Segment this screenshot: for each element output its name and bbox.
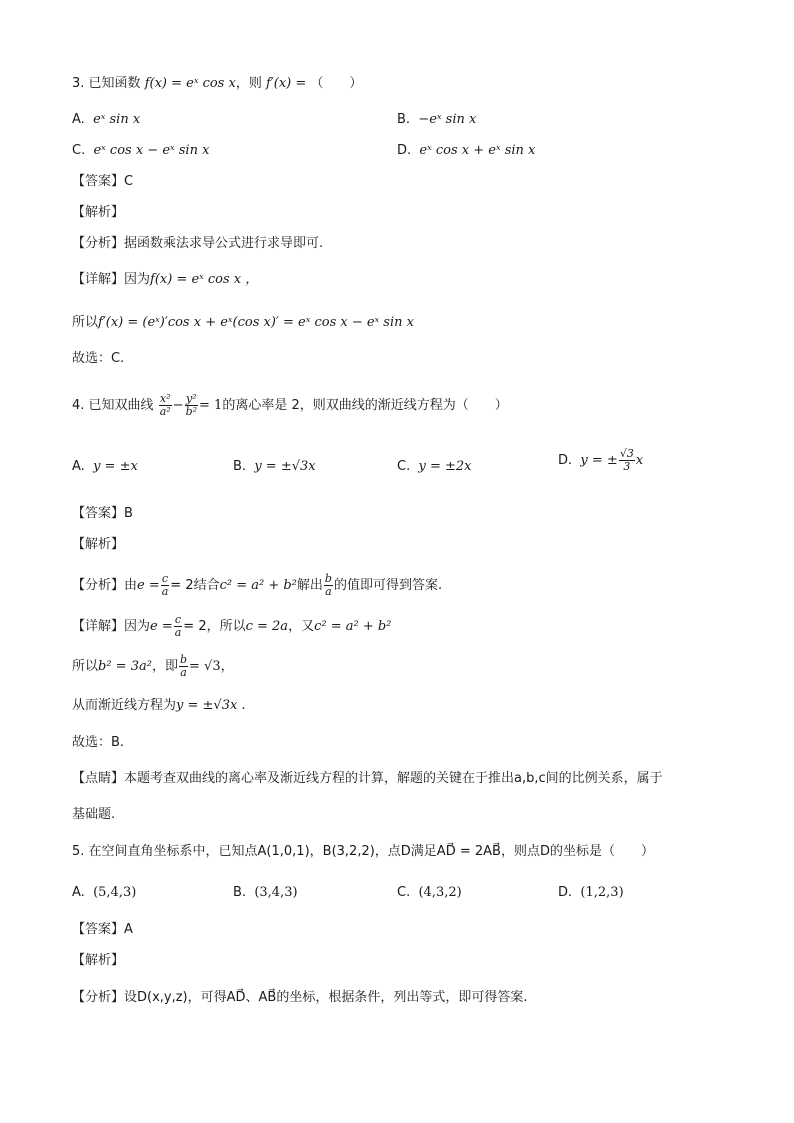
frac-den: b²: [185, 405, 198, 418]
frac-num: b: [179, 653, 188, 666]
q4-suoyi-text: 所以: [72, 659, 99, 674]
q4-guxuan: 故选：B.: [72, 735, 125, 750]
q3-stem: [72, 75, 362, 93]
q3-stem-mid: ，则: [235, 76, 262, 91]
q5-stem: 5. 在空间直角坐标系中，已知点A(1,0,1)，B(3,2,2)，点D满足AD⃗ = 2AB⃗，则点D的坐标是（ ）: [72, 844, 654, 859]
option-text: y = ±: [580, 453, 618, 468]
q3-option-a[interactable]: [72, 111, 140, 129]
q4-fenxi-post: 的值即可得到答案.: [333, 578, 443, 593]
q4-fenxi-frac2: [324, 573, 333, 598]
option-text: y = ±x: [93, 459, 138, 474]
q4-fenxi-mid2: 解出: [296, 578, 323, 593]
option-label: D.: [558, 885, 573, 900]
option-text: (4,3,2): [418, 885, 462, 900]
q4-xj-eq: c² = a² + b²: [314, 619, 392, 634]
option-text: y = ±√3x: [254, 459, 316, 474]
option-text: eˣ cos x − eˣ sin x: [93, 143, 210, 158]
q5-jiexi: 【解析】: [72, 953, 125, 968]
q4-fenxi: [72, 573, 442, 598]
option-text: x: [635, 453, 644, 468]
q5-option-c[interactable]: [397, 884, 462, 902]
q4-answer: 【答案】B: [72, 506, 133, 521]
q4-xj-mid2: ，又: [288, 619, 315, 634]
option-label: A.: [72, 459, 85, 474]
option-text: (1,2,3): [580, 885, 624, 900]
option-text: −eˣ sin x: [418, 112, 477, 127]
q3-suoyi-text: 所以: [72, 315, 99, 330]
option-label: B.: [233, 459, 247, 474]
q3-fpx: f′(x) =: [265, 76, 307, 91]
q4-xj-mid: = 2，所以: [183, 619, 246, 634]
q4-fenxi-mid: = 2结合: [170, 578, 220, 593]
q3-jiexi: 【解析】: [72, 205, 125, 220]
q5-option-a[interactable]: [72, 884, 136, 902]
q3-fenxi: 【分析】据函数乘法求导公式进行求导即可.: [72, 236, 324, 251]
q3-option-c[interactable]: [72, 142, 209, 160]
frac-num: y²: [185, 392, 197, 405]
option-text: (5,4,3): [93, 885, 137, 900]
q3-suoyi: [72, 314, 414, 332]
q4-suoyi-b: b² = 3a²: [98, 659, 152, 674]
option-label: B.: [233, 885, 247, 900]
q3-fx: f(x) = eˣ cos x: [144, 76, 236, 91]
q4-dianjing: 【点睛】本题考查双曲线的离心率及渐近线方程的计算，解题的关键在于推出a,b,c间的比例关系，属于: [72, 771, 663, 786]
q4-suoyi-frac: [179, 654, 188, 679]
q4-congr-expr: y = ±√3x .: [176, 698, 246, 713]
q4-xj-frac: [174, 614, 183, 639]
option-label: D.: [397, 143, 412, 158]
q4-xj-e: e =: [150, 619, 173, 634]
q4-stem-text: 4. 已知双曲线: [72, 398, 154, 413]
option-text: eˣ sin x: [93, 112, 141, 127]
q4-suoyi-eq: = √3，: [189, 659, 234, 674]
q4-option-c[interactable]: [397, 458, 471, 476]
q4-suoyi: [72, 654, 234, 679]
q5-fenxi: 【分析】设D(x,y,z)，可得AD⃗、AB⃗的坐标，根据条件，列出等式，即可得答案.: [72, 990, 528, 1005]
q4-frac-x: [159, 393, 172, 418]
q5-answer: 【答案】A: [72, 922, 133, 937]
q5-option-b[interactable]: [233, 884, 298, 902]
q3-option-b[interactable]: [397, 111, 476, 129]
option-label: C.: [397, 885, 411, 900]
option-label: D.: [558, 453, 573, 468]
frac-num: c: [161, 572, 169, 585]
frac-den: a: [174, 626, 182, 639]
frac-num: x²: [159, 392, 171, 405]
q4-option-d[interactable]: [558, 448, 643, 473]
frac-num: c: [174, 613, 182, 626]
q3-xiangjie-expr: f(x) = eˣ cos x ，: [150, 272, 259, 287]
q4-fenxi-eq: c² = a² + b²: [219, 578, 297, 593]
q4-option-b[interactable]: [233, 458, 316, 476]
option-label: A.: [72, 885, 85, 900]
q4-xj-c2a: c = 2a: [245, 619, 289, 634]
q4-xj-text: 【详解】因为: [72, 619, 151, 634]
q3-suoyi-expr: f′(x) = (eˣ)′cos x + eˣ(cos x)′ = eˣ cos x − eˣ sin x: [98, 315, 414, 330]
option-label: C.: [72, 143, 86, 158]
q3-stem-text: 3. 已知函数: [72, 76, 141, 91]
q4-stem-post: 的离心率是 2，则双曲线的渐近线方程为（ ）: [222, 398, 508, 413]
q4-optd-frac: [619, 448, 635, 473]
q3-answer: 【答案】C: [72, 174, 134, 189]
option-text: y = ±2x: [418, 459, 472, 474]
q4-fenxi-text: 【分析】由: [72, 578, 138, 593]
frac-den: a: [180, 666, 187, 679]
q4-congr: [72, 697, 246, 715]
frac-den: 3: [623, 460, 631, 473]
q3-paren: （ ）: [310, 76, 363, 91]
frac-den: a: [161, 585, 169, 598]
q4-frac-y: [185, 393, 198, 418]
q4-option-a[interactable]: [72, 458, 138, 476]
q4-suoyi-mid: ，即: [151, 659, 178, 674]
frac-num: √3: [619, 447, 634, 460]
q4-congr-text: 从而渐近线方程为: [72, 698, 177, 713]
option-label: C.: [397, 459, 411, 474]
q5-option-d[interactable]: [558, 884, 624, 902]
q4-fenxi-e: e =: [137, 578, 160, 593]
option-text: (3,4,3): [254, 885, 298, 900]
q4-stem-eq: = 1: [199, 398, 223, 413]
option-label: B.: [397, 112, 411, 127]
frac-num: b: [324, 572, 332, 585]
q3-xiangjie: [72, 271, 258, 289]
q4-fenxi-frac: [161, 573, 170, 598]
q4-jiexi: 【解析】: [72, 537, 125, 552]
q3-option-d[interactable]: [397, 142, 535, 160]
q4-xiangjie: [72, 614, 391, 639]
frac-den: a: [325, 585, 332, 598]
frac-den: a²: [159, 405, 171, 418]
q4-dianjing-2: 基础题.: [72, 807, 116, 822]
q3-guxuan: 故选：C.: [72, 351, 125, 366]
q3-xiangjie-text: 【详解】因为: [72, 272, 151, 287]
option-text: eˣ cos x + eˣ sin x: [419, 143, 536, 158]
option-label: A.: [72, 112, 85, 127]
q4-stem: 4. 已知双曲线 $\frac{\text{x²}}{\text{a²}}$ − $\frac{\text{y²}}{\text{b²}}$ = 1的离心率是 2，则双曲线的渐近线方程为（ ）: [72, 392, 508, 418]
